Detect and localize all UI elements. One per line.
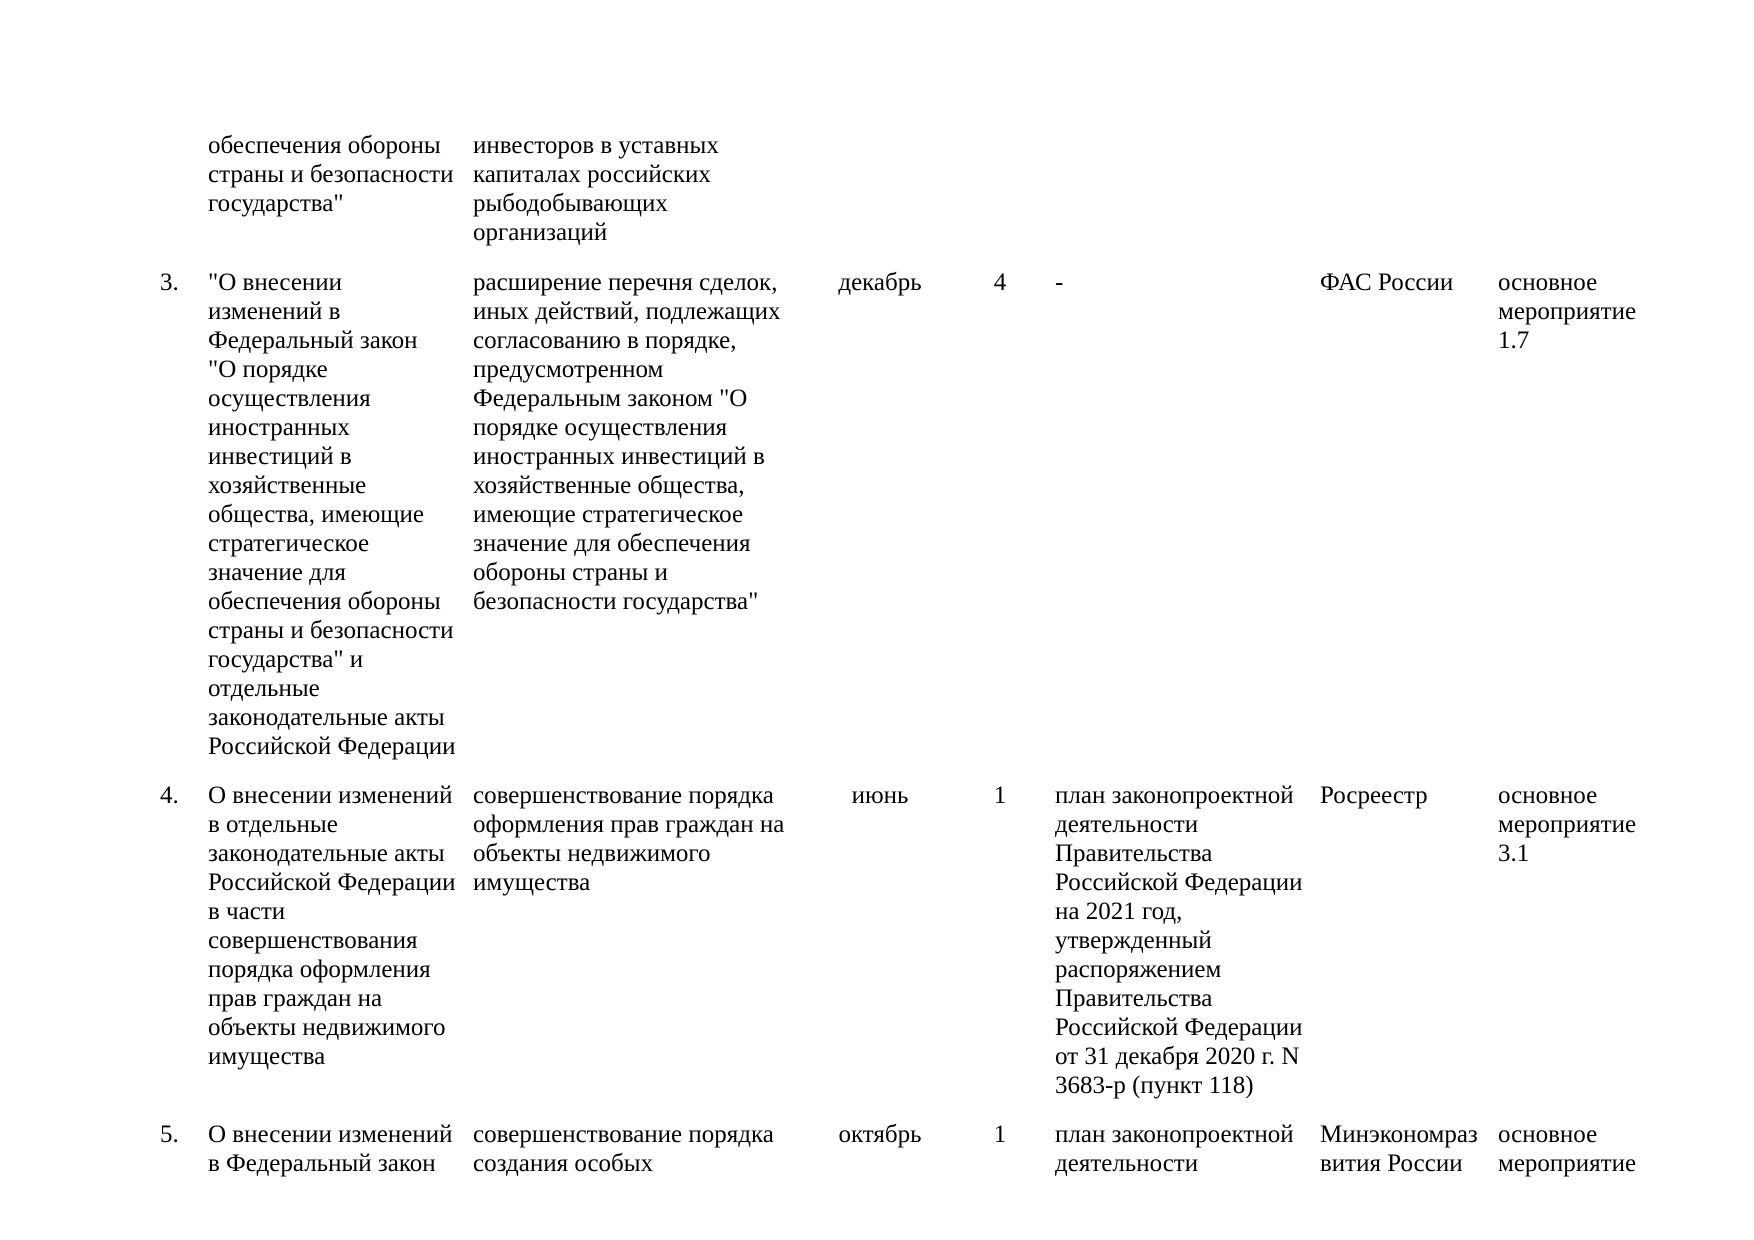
row-basis: план законопроектной деятельности [1055, 1121, 1294, 1177]
row-responsible: Росреестр [1320, 782, 1428, 809]
row-description: расширение перечня сделок, иных действий, подлежащих согласованию в порядке, предусмотренном Федеральным законом "О порядке осуществления иностранных инвестиций в хозяйственные общества, имеющие стратегическое значение для обеспечения обороны страны и безопасности государства" [473, 269, 781, 615]
row-program: основное мероприятие [1498, 1121, 1637, 1177]
row-term: октябрь [838, 1121, 922, 1148]
row-description: инвесторов в уставных капиталах российских рыбодобывающих организаций [473, 132, 719, 246]
row-name: "О внесении изменений в Федеральный закон "О порядке осуществления иностранных инвестиций в хозяйственные общества, имеющие стратегическое значение для обеспечения обороны страны и безопасности государства" и отдельные законодательные акты Российской Федерации [208, 269, 456, 760]
row-program: основное мероприятие 3.1 [1498, 782, 1637, 867]
row-name: О внесении изменений в Федеральный закон [208, 1121, 453, 1177]
row-number: 4. [160, 782, 179, 809]
row-term: декабрь [838, 269, 922, 296]
row-quarter: 1 [993, 782, 1007, 809]
row-responsible: ФАС России [1320, 269, 1454, 296]
row-basis: - [1055, 269, 1064, 296]
row-description: совершенствование порядка оформления прав граждан на объекты недвижимого имущества [473, 782, 785, 896]
row-program: основное мероприятие 1.7 [1498, 269, 1637, 354]
row-basis: план законопроектной деятельности Правительства Российской Федерации на 2021 год, утвержденный распоряжением Правительства Российской Федерации от 31 декабря 2020 г. N 3683-р (пункт 118) [1055, 782, 1303, 1099]
row-name: обеспечения обороны страны и безопасности государства" [208, 132, 454, 217]
row-quarter: 4 [993, 269, 1007, 296]
row-number: 5. [160, 1121, 179, 1148]
row-number: 3. [160, 269, 179, 296]
row-term: июнь [851, 782, 909, 809]
row-responsible: Минэкономраз вития России [1320, 1121, 1478, 1177]
row-name: О внесении изменений в отдельные законодательные акты Российской Федерации в части совершенствования порядка оформления прав граждан на объекты недвижимого имущества [208, 782, 456, 1070]
row-description: совершенствование порядка создания особых [473, 1121, 774, 1177]
row-quarter: 1 [993, 1121, 1007, 1148]
